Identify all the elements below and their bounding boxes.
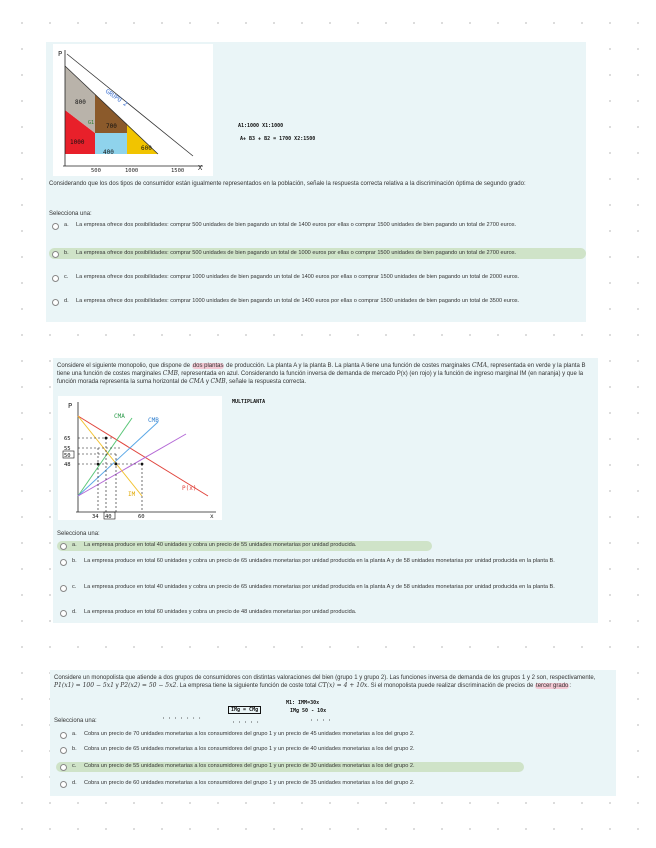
- q3-intro-part: :: [569, 683, 572, 689]
- q3-note-m1: M1: IMM=30x: [286, 700, 320, 706]
- q2-select-label: Selecciona una:: [57, 531, 100, 537]
- q2-option-b[interactable]: [60, 558, 595, 566]
- option-letter: b.: [72, 746, 77, 752]
- marginal-revenue-line: [78, 416, 142, 496]
- option-text: La empresa produce en total 60 unidades y cobra un precio de 48 unidades monetarias por unidad producida.: [84, 609, 357, 615]
- q2-intro-part: , representada en azul. Considerando la función inversa de demanda de mercado P(x) (en rojo) y la función de ingreso marginal IM (en naranja) y que la función morada representa la suma horizontal de: [57, 371, 584, 385]
- tick-500: 500: [91, 168, 101, 174]
- tick-1500: 1500: [171, 168, 185, 174]
- q3-select-label: Selecciona una:: [54, 718, 97, 724]
- radio-button[interactable]: [60, 747, 67, 754]
- q3-scribbles-3: · · · ·: [310, 718, 332, 724]
- q3-note-box: IMg = CMg: [228, 706, 261, 714]
- q1-note-line2: A+ B3 + B2 = 1700 X2:1500: [240, 136, 316, 142]
- q2-option-c[interactable]: [60, 584, 595, 592]
- option-letter: d.: [72, 780, 77, 786]
- point: [105, 437, 108, 440]
- axis-x-label: X: [198, 164, 203, 172]
- radio-button[interactable]: [60, 610, 67, 617]
- option-letter: a.: [64, 222, 69, 228]
- radio-button[interactable]: [52, 275, 59, 282]
- q3-scribbles-1: · · · · · · ·: [162, 716, 202, 722]
- axis-p-label: P: [68, 402, 73, 410]
- q2-note-multiplanta: MULTIPLANTA: [232, 399, 266, 405]
- q3-math-p2: P2(x2) = 50 − 5x2: [120, 682, 177, 689]
- q2-monopoly-graph: [58, 396, 222, 520]
- option-letter: c.: [72, 584, 77, 590]
- option-text: La empresa ofrece dos posibilidades: comprar 500 unidades de bien pagando un total de 1400 euros por ellas o comprar 1500 unidades de bien pagando un total de 2700 euros.: [76, 222, 517, 228]
- option-text: La empresa produce en total 60 unidades y cobra un precio de 65 unidades monetarias por unidad producida en la planta A y de 58 unidades monetarias por unidad producida en la planta B.: [84, 558, 555, 564]
- point: [141, 463, 144, 466]
- demand-curve: [78, 416, 208, 496]
- radio-button[interactable]: [52, 299, 59, 306]
- tick-40: 40: [105, 514, 112, 520]
- q3-intro-part: . La empresa tiene la siguiente función de coste total: [176, 683, 319, 689]
- tick-50: 50: [64, 453, 71, 459]
- option-letter: a.: [72, 542, 77, 548]
- area-label-700: 700: [106, 123, 117, 130]
- q1-option-d[interactable]: [52, 298, 582, 306]
- radio-button[interactable]: [52, 223, 59, 230]
- q1-option-b[interactable]: [49, 248, 586, 259]
- q1-question-text: Considerando que los dos tipos de consumidor están igualmente representados en la población, señale la respuesta correcta relativa a la discriminación óptima de segundo grado:: [49, 181, 526, 187]
- label-grupo2: GRUPO 2: [103, 87, 129, 109]
- option-letter: c.: [72, 763, 77, 769]
- option-text: Cobra un precio de 65 unidades monetarias a los consumidores del grupo 1 y un precio de 40 unidades monetarias a los del grupo 2.: [84, 746, 415, 752]
- q3-option-d[interactable]: [60, 780, 610, 788]
- label-g1: G1: [88, 120, 95, 126]
- q1-option-a[interactable]: [52, 222, 582, 230]
- area-label-800: 800: [75, 99, 86, 106]
- q1-handwritten-graph: [53, 44, 213, 176]
- radio-button[interactable]: [60, 732, 67, 739]
- q2-math-cma: CMA: [189, 378, 205, 385]
- tick-48: 48: [64, 462, 71, 468]
- option-letter: d.: [72, 609, 77, 615]
- axis-p-label: P: [58, 50, 63, 58]
- cm-a-line: [78, 418, 132, 496]
- q3-option-b[interactable]: [60, 746, 610, 754]
- area-label-600: 600: [141, 145, 152, 152]
- option-letter: b.: [72, 558, 77, 564]
- q2-math-cmb: CMB: [162, 370, 178, 377]
- q3-highlight-tercer-grado: tercer grado: [536, 683, 569, 689]
- point: [115, 463, 118, 466]
- label-cmb: CMB: [148, 417, 159, 424]
- q2-math-cmb: CMB: [210, 378, 226, 385]
- option-letter: a.: [72, 731, 77, 737]
- q3-scribbles-2: · · · · ·: [232, 720, 260, 726]
- q3-intro-part: . Si el monopolista puede realizar discriminación de precios de: [367, 683, 536, 689]
- q3-option-c[interactable]: [56, 762, 524, 772]
- q2-option-a[interactable]: [57, 541, 432, 551]
- q3-note-img: IMg 50 - 10x: [290, 708, 327, 714]
- q3-math-p1: P1(x1) = 100 − 5x1: [54, 682, 114, 689]
- tick-34: 34: [92, 514, 99, 520]
- label-cma: CMA: [114, 413, 125, 420]
- q1-select-label: Selecciona una:: [49, 211, 92, 217]
- q2-intro-part: , representada en verde y la planta B tiene una función de costes marginales: [57, 363, 586, 377]
- q1-option-c[interactable]: [52, 274, 582, 282]
- area-label-400: 400: [103, 149, 114, 156]
- q3-option-a[interactable]: [60, 731, 610, 739]
- q2-intro-text: [57, 362, 593, 386]
- q2-highlight-dos-plantas: dos plantas: [192, 363, 224, 369]
- option-text: La empresa produce en total 40 unidades y cobra un precio de 55 unidades monetarias por unidad producida.: [84, 542, 357, 548]
- option-text: La empresa ofrece dos posibilidades: comprar 500 unidades de bien pagando un total de 1000 euros por ellas o comprar 1500 unidades de bien pagando un total de 2700 euros.: [76, 250, 517, 256]
- q2-math-cma: CMA: [471, 362, 488, 369]
- radio-button[interactable]: [60, 559, 67, 566]
- option-letter: b.: [64, 250, 69, 256]
- sum-cm-line: [78, 434, 186, 496]
- q2-intro-part: Considere el siguiente monopolio, que dispone de: [57, 363, 192, 369]
- label-px: P(x): [182, 485, 197, 492]
- q2-intro-part: de producción. La planta A y la planta B. La planta A tiene una función de costes marginales: [224, 363, 472, 369]
- tick-60: 60: [138, 514, 145, 520]
- radio-button[interactable]: [60, 543, 67, 550]
- tick-55: 55: [64, 446, 71, 452]
- q3-math-ct: CT(x) = 4 + 10x: [318, 682, 368, 689]
- q1-note-line1: A1:1000 X1:1000: [238, 123, 284, 129]
- q3-intro-text: [54, 674, 612, 690]
- radio-button[interactable]: [60, 585, 67, 592]
- tick-1000: 1000: [125, 168, 139, 174]
- q2-intro-part: , señale la respuesta correcta.: [225, 379, 307, 385]
- option-letter: d.: [64, 298, 69, 304]
- axis-x-label: x: [210, 513, 214, 520]
- option-text: Cobra un precio de 55 unidades monetarias a los consumidores del grupo 1 y un precio de 30 unidades monetarias a los del grupo 2.: [84, 763, 415, 769]
- point: [97, 463, 100, 466]
- area-label-1000: 1000: [70, 139, 85, 146]
- option-text: Cobra un precio de 60 unidades monetarias a los consumidores del grupo 1 y un precio de 35 unidades monetarias a los del grupo 2.: [84, 780, 415, 786]
- option-letter: c.: [64, 274, 69, 280]
- tick-65: 65: [64, 436, 71, 442]
- option-text: Cobra un precio de 70 unidades monetarias a los consumidores del grupo 1 y un precio de 45 unidades monetarias a los del grupo 2.: [84, 731, 415, 737]
- option-text: La empresa ofrece dos posibilidades: comprar 1000 unidades de bien pagando un total de 1400 euros por ellas o comprar 1500 unidades de bien pagando un total de 2000 euros.: [76, 274, 520, 280]
- cm-b-line: [78, 422, 158, 496]
- radio-button[interactable]: [60, 781, 67, 788]
- radio-button[interactable]: [52, 251, 59, 258]
- q3-intro-part: y: [113, 683, 121, 689]
- radio-button[interactable]: [60, 764, 67, 771]
- q2-option-d[interactable]: [60, 609, 595, 617]
- label-im: IM: [128, 491, 136, 498]
- q3-intro-part: Considere un monopolista que atiende a dos grupos de consumidores con distintas valoraciones del bien (grupo 1 y grupo 2). Las funciones inversa de demanda de los grupos 1 y 2 son, respectivamente,: [54, 675, 596, 681]
- q2-intro-part: y: [204, 379, 211, 385]
- option-text: La empresa produce en total 40 unidades y cobra un precio de 65 unidades monetarias por unidad producida en la planta A y de 58 unidades monetarias por unidad producida en la planta B.: [84, 584, 555, 590]
- option-text: La empresa ofrece dos posibilidades: comprar 1000 unidades de bien pagando un total de 1400 euros por ellas o comprar 1500 unidades de bien pagando un total de 3500 euros.: [76, 298, 520, 304]
